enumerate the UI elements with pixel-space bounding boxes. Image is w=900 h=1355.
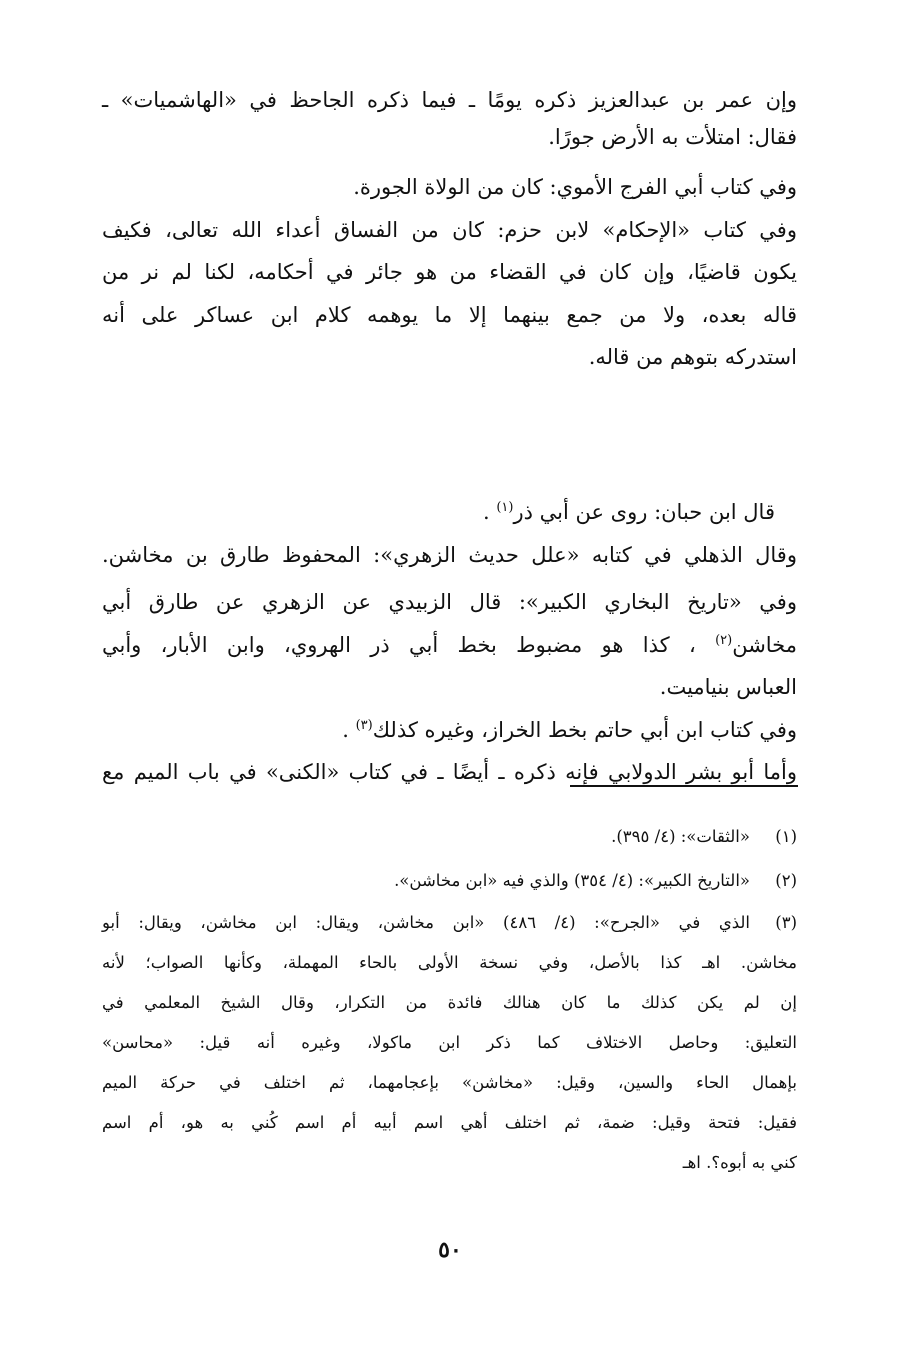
footnote-number: (٢) [775,871,797,890]
footnote-ref: (٣) [355,718,373,733]
paragraph-line: وفي «تاريخ البخاري الكبير»: قال الزبيدي عن الزهري عن طارق أبي [102,590,797,614]
footnote-number: (١) [775,827,797,846]
footnote-separator [570,785,798,787]
sentence-text: قال ابن حبان: روى عن أبي ذر [513,500,775,524]
footnote-line: كني به أبوه؟. اهـ [682,1153,797,1172]
footnote-line: «التاريخ الكبير»: (٤/ ٣٥٤) والذي فيه «ابن مخاشن». [394,871,750,890]
footnote-line: الذي في «الجرح»: (٤/ ٤٨٦) «ابن مخاشن، ويقال: ابن مخاشن، ويقال: أبو [102,913,751,932]
paragraph-line [102,630,797,660]
footnote-line: مخاشن. اهـ كذا بالأصل، وفي نسخة الأولى بالحاء المهملة، وكأنها الصواب؛ لأنه [102,953,797,972]
sentence-text: وفي كتاب ابن أبي حاتم بخط الخراز، وغيره كذلك [372,718,797,742]
footnote-number: (٣) [775,913,797,932]
paragraph-line: استدركه بتوهم من قاله. [588,345,797,369]
paragraph-line: وإن عمر بن عبدالعزيز ذكره يومًا ـ فيما ذكره الجاحظ في «الهاشميات» ـ [102,88,797,112]
paragraph-line: وفي كتاب «الإحكام» لابن حزم: كان من الفساق أعداء الله تعالى، فكيف [102,218,797,242]
footnote-line: فقيل: فتحة وقيل: ضمة، ثم اختلف أهي اسم أبيه أم اسم كُني به هو، أم اسم [102,1113,797,1132]
footnote-ref: (٢) [715,633,733,648]
paragraph-line: وفي كتاب أبي الفرج الأموي: كان من الولاة الجورة. [353,175,797,199]
sentence-text: ، كذا هو مضبوط بخط أبي ذر الهروي، وابن الأبار، وأبي [102,633,716,657]
paragraph-line [102,497,775,527]
sentence-end: . [482,500,497,524]
sentence-end: . [342,718,356,742]
paragraph-line: وقال الذهلي في كتابه «علل حديث الزهري»: المحفوظ طارق بن مخاشن. [102,543,797,567]
paragraph-line: العباس بنياميت. [659,675,797,699]
paragraph-line: قاله بعده، ولا من جمع بينهما إلا ما يوهمه كلام ابن عساكر على أنه [102,303,797,327]
paragraph-line: فقال: امتلأت به الأرض جورًا. [548,125,797,149]
sentence-text: مخاشن [732,633,797,657]
footnote-line: إن لم يكن كذلك ما كان هنالك فائدة من التكرار، وقال الشيخ المعلمي في [102,993,797,1012]
footnote-line: بإهمال الحاء والسين، وقيل: «مخاشن» بإعجامهما، ثم اختلف في حركة الميم [102,1073,797,1092]
footnote-line: «الثقات»: (٤/ ٣٩٥). [611,827,750,846]
page-number: ٥٠ [438,1237,462,1263]
paragraph-line: وأما أبو بشر الدولابي فإنه ذكره ـ أيضًا ـ في كتاب «الكنى» في باب الميم مع [102,760,797,784]
footnote-line: التعليق: وحاصل الاختلاف كما ذكر ابن ماكولا، وغيره أنه قيل: «محاسن» [102,1033,797,1052]
paragraph-line [102,715,797,745]
paragraph-line: يكون قاضيًا، وإن كان في القضاء من هو جائر في أحكامه، لكنا لم نر من [102,260,797,284]
footnote-ref: (١) [496,500,514,515]
